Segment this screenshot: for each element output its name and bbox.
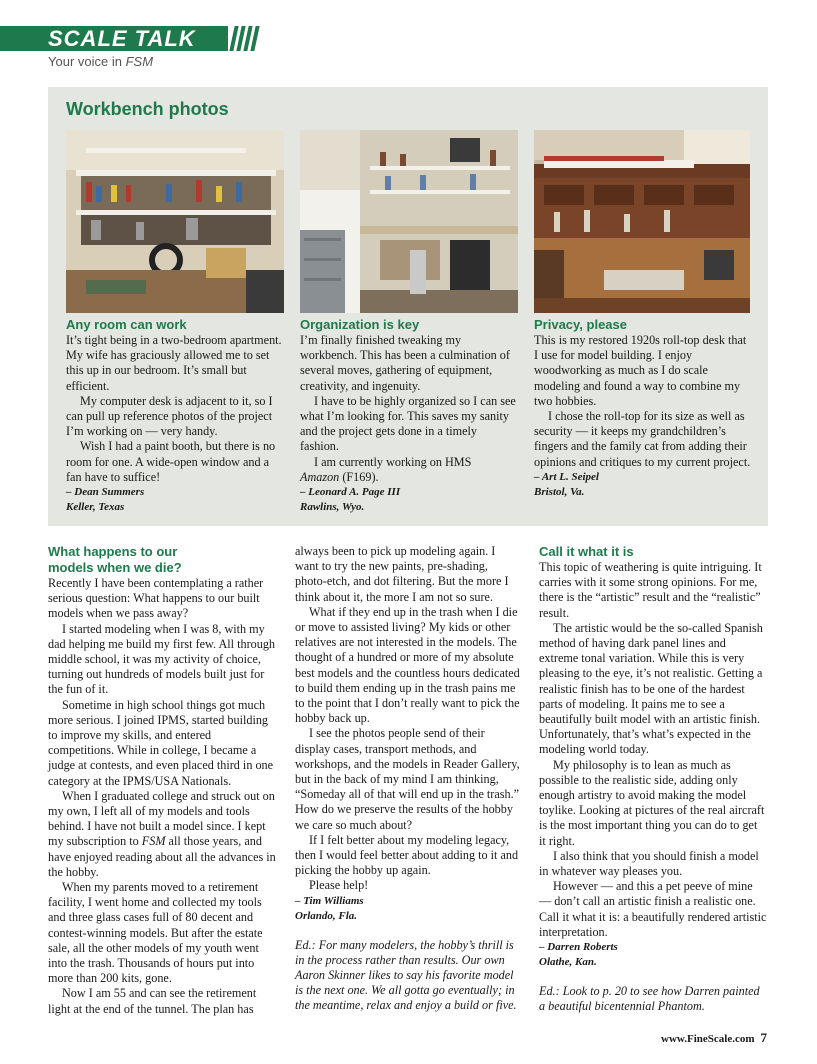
author: – Darren Roberts xyxy=(539,941,618,954)
workbench-photo-3 xyxy=(534,130,750,313)
paragraph: I have to be highly organized so I can see what I’m looking for. This saves my sanity and the project gets done in a timely fashion. xyxy=(300,393,516,454)
footer-url: www.FineScale.com xyxy=(661,1033,755,1045)
paragraph: I also think that you should finish a model in whatever way pleases you. xyxy=(539,848,759,879)
workbench-title: Workbench photos xyxy=(66,99,229,119)
location: Keller, Texas xyxy=(66,501,125,514)
letter-heading: Privacy, please xyxy=(534,317,627,332)
author: – Art L. Seipel xyxy=(534,470,599,483)
article-legacy-col2 xyxy=(295,544,521,1014)
paragraph: I chose the roll-top for its size as well as security — it keeps my grandchildren’s fingers and the family cat from adding their opinions and critiques to my current project. xyxy=(534,409,751,469)
paragraph: I am currently working on HMS Amazon (F169). xyxy=(300,454,472,484)
letter-organization xyxy=(300,317,518,515)
paragraph: When my parents moved to a retirement facility, I went home and collected my tools and three glass cases full of 80 decent and contest-winning models. But after the estate sale, all the other models of my youth went into the trash. Thousands of hours put into more than 200 kits, gone. xyxy=(48,880,263,986)
paragraph: always been to pick up modeling again. I want to try the new paints, pre-shading, photo-etch, and dot filtering. But the more I think about it, the more I am not so sure. xyxy=(295,544,509,604)
letter-privacy xyxy=(534,317,752,500)
paragraph: My philosophy is to lean as much as possible to the realistic side, adding only enough artistry to avoid making the model toylike. Looking at pictures of the real aircraft is the most important thing you can do to get it right. xyxy=(539,757,765,848)
location: Olathe, Kan. xyxy=(539,956,597,969)
paragraph: It’s tight being in a two-bedroom apartment. My wife has graciously allowed me to set this up in our bedroom. It’s small but efficient. xyxy=(66,333,282,393)
article-heading: What happens to our models when we die? xyxy=(48,544,182,575)
page-footer xyxy=(661,1030,767,1046)
masthead-stripes xyxy=(230,26,262,51)
workbench-photos-box xyxy=(48,87,768,526)
paragraph: Wish I had a paint booth, but there is no room for one. A wide-open window and a fan have to suffice! xyxy=(66,439,276,484)
paragraph: The artistic would be the so-called Spanish method of having dark panel lines and extreme tonal variation. While this is very pleasing to the eye, it’s not realistic. Getting a realistic finish has to be one of the hardest parts of modeling. It pains me to see a beautifully built model with an artistic finish. Unfortunately, that’s what’s expected in the modeling world today. xyxy=(539,620,763,757)
paragraph: I started modeling when I was 8, with my dad helping me build my first few. All through middle school, it was my activity of choice, turning out hundreds of models built just for the fun of it. xyxy=(48,621,276,697)
location: Rawlins, Wyo. xyxy=(300,501,365,514)
author: – Tim Williams xyxy=(295,894,364,907)
article-legacy-col1 xyxy=(48,544,280,1017)
author: – Leonard A. Page III xyxy=(300,486,401,499)
location: Orlando, Fla. xyxy=(295,909,358,922)
paragraph: Please help! xyxy=(309,878,369,893)
page-number: 7 xyxy=(760,1030,767,1045)
location: Bristol, Va. xyxy=(534,485,585,498)
section-subtitle: Your voice in FSM xyxy=(48,54,154,69)
workbench-photo-2 xyxy=(300,130,518,313)
paragraph: This topic of weathering is quite intriguing. It carries with it some strong opinions. For me, there is the “artistic” result and the “realistic” result. xyxy=(539,560,762,620)
paragraph: I see the photos people send of their display cases, transport methods, and workshops, and the models in Reader Gallery, but in the back of my mind I am thinking, “Someday all of that will end up in the trash.” How do we preserve the results of the hobby we care so much about? xyxy=(295,726,520,832)
editor-note: Ed.: For many modelers, the hobby’s thrill is in the process rather than results. Our own Aaron Skinner likes to say his favorite model is the next one. We all gotta go eventually; in the meantime, relax and enjoy a build or five. xyxy=(295,937,517,1013)
paragraph: When I graduated college and struck out on my own, I left all of my models and tools behind. I have not built a model since. I kept my subscription to FSM all those years, and have enjoyed reading about all the advances in the hobby. xyxy=(48,788,276,879)
letter-heading: Organization is key xyxy=(300,317,420,332)
paragraph: What if they end up in the trash when I die or move to assisted living? My kids or other relatives are not interested in the models. The thought of a hundred or more of my absolute best models and the countless hours dedicated to build them ending up in the trash pains me to the point that I don’t really want to pick the hobby back up. xyxy=(295,604,520,726)
editor-note: Ed.: Look to p. 20 to see how Darren painted a beautiful bicentennial Phantom. xyxy=(539,984,760,1014)
letter-heading: Any room can work xyxy=(66,317,187,332)
paragraph: Recently I have been contemplating a rather serious question: What happens to our built models when we pass away? xyxy=(48,576,264,621)
paragraph: My computer desk is adjacent to it, so I can pull up reference photos of the project I’m working on — very handy. xyxy=(66,393,273,439)
paragraph: Now I am 55 and can see the retirement light at the end of the tunnel. The plan has xyxy=(48,986,257,1016)
article-call-it-col xyxy=(539,544,767,1014)
article-heading: Call it what it is xyxy=(539,544,634,559)
paragraph: Sometime in high school things got much more serious. I joined IPMS, started building to improve my skills, and entered competitions. While in college, I became a judge at contests, and even placed third in one category at the IPMS/USA Nationals. xyxy=(48,697,274,788)
paragraph: I’m finally finished tweaking my workbench. This has been a culmination of several moves, gathering of equipment, creativity, and ingenuity. xyxy=(300,333,510,393)
letter-any-room xyxy=(66,317,284,515)
section-title: SCALE TALK xyxy=(48,26,196,51)
workbench-photo-1 xyxy=(66,130,284,313)
author: – Dean Summers xyxy=(66,486,145,499)
paragraph: If I felt better about my modeling legacy, then I would feel better about adding to it and picking the hobby up again. xyxy=(295,832,519,878)
paragraph: This is my restored 1920s roll-top desk that I use for model building. I enjoy woodworking as much as I do scale modeling and found a way to combine my two hobbies. xyxy=(534,333,747,408)
paragraph: However — and this a pet peeve of mine — don’t call an artistic finish a realistic one. Call it what it is: a beautifully rendered artistic interpretation. xyxy=(539,879,767,939)
